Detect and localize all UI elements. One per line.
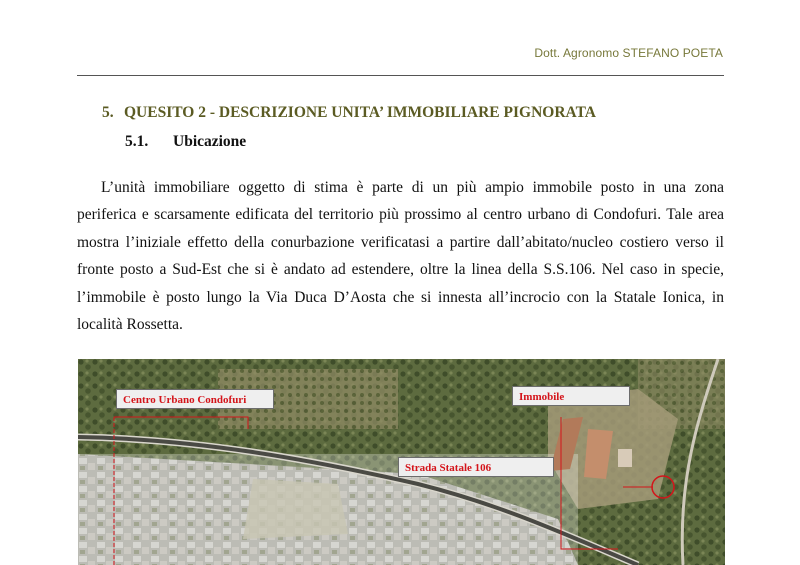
section-title-text: QUESITO 2 - DESCRIZIONE UNITA’ IMMOBILIARE PIGNORATA [124,104,596,121]
paragraph-line: mostra l’iniziale effetto della conurbazione verificatasi a partire dall’abitato/nucleo costiero verso il [77,233,724,251]
section-title [102,104,596,122]
subsection-number: 5.1. [125,133,149,150]
paragraph-line: l’immobile è posto lungo la Via Duca D’Aosta che si innesta all’incrocio con la Statale Ionica, in [77,288,724,306]
map-label-highway: Strada Statale 106 [398,457,554,477]
aerial-map [78,359,725,565]
section-number: 5. [102,104,114,121]
subsection-title-text: Ubicazione [173,133,247,150]
subsection-title [125,133,246,151]
header-author: Dott. Agronomo STEFANO POETA [534,46,723,60]
paragraph-line: località Rossetta. [77,316,183,334]
map-label-urban-center: Centro Urbano Condofuri [116,389,274,409]
map-label-property: Immobile [512,386,630,406]
paragraph-line: fronte posto a Sud-Est che si è andato ad estendere, oltre la linea della S.S.106. Nel caso in specie, [77,261,724,279]
paragraph-line: periferica e scarsamente edificata del territorio più prossimo al centro urbano di Condofuri. Tale area [77,206,724,224]
paragraph-line: L’unità immobiliare oggetto di stima è parte di un più ampio immobile posto in una zona [101,179,724,196]
body-paragraph [77,174,724,338]
header-divider [77,75,724,76]
